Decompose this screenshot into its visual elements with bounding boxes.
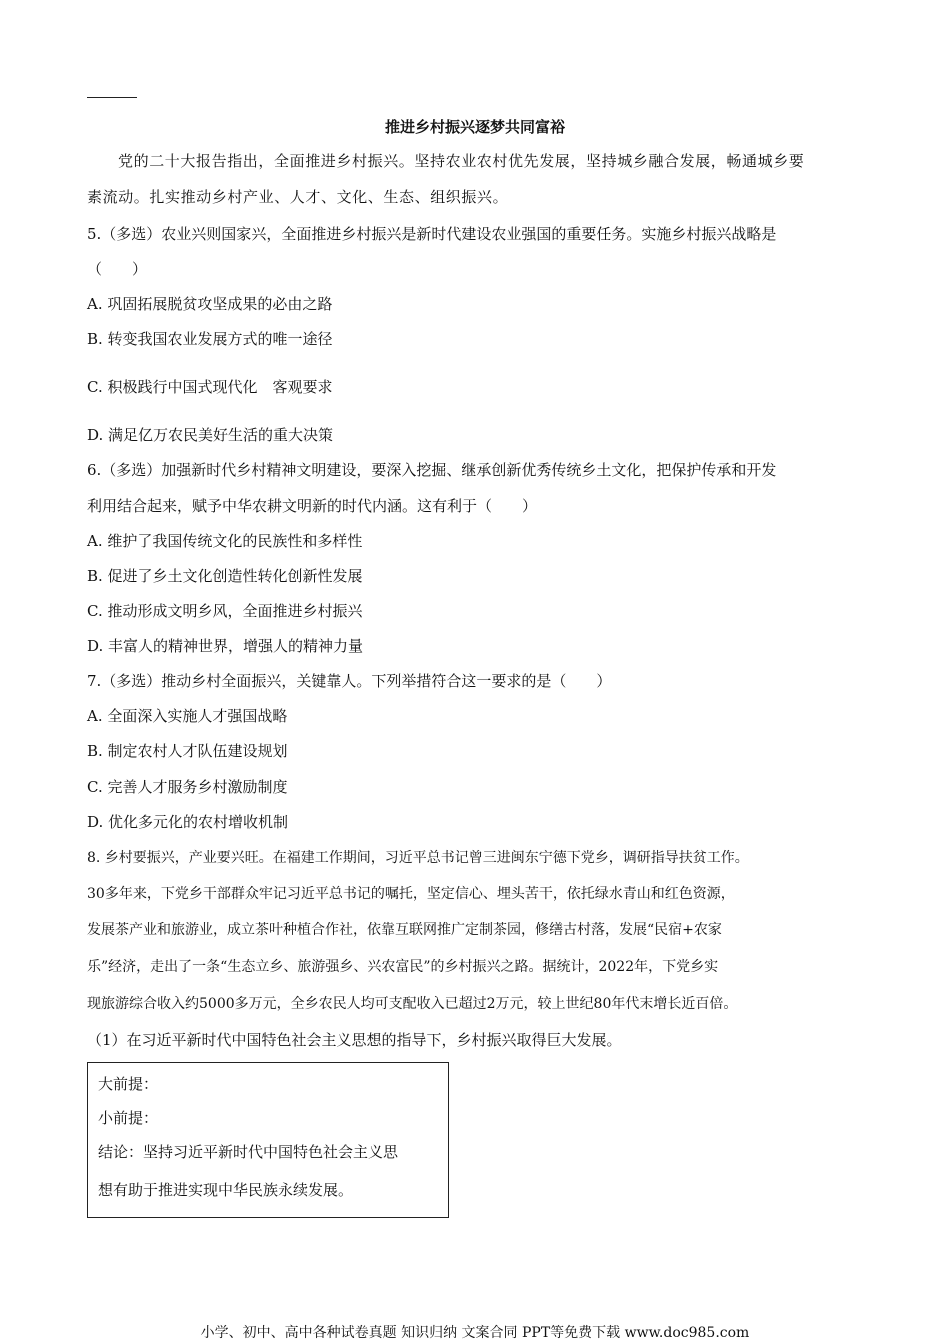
q6-option-c: C. 推动形成文明乡风，全面推进乡村振兴 xyxy=(87,602,363,620)
q6-option-a: A. 维护了我国传统文化的民族性和多样性 xyxy=(87,532,363,550)
header-rule xyxy=(87,97,137,98)
q8-stem-line-1: 8. 乡村要振兴，产业要兴旺。在福建工作期间，习近平总书记曾三进闽东宁德下党乡，调研指导扶贫工作。 xyxy=(87,850,749,866)
syllogism-answer-box xyxy=(87,1062,449,1218)
q6-option-b: B. 促进了乡土文化创造性转化创新性发展 xyxy=(87,567,363,585)
q7-option-d: D. 优化多元化的农村增收机制 xyxy=(87,813,289,831)
q8-stem-line-4: 乐”经济，走出了一条“生态立乡、旅游强乡、兴农富民”的乡村振兴之路。据统计，2022年，下党乡实 xyxy=(87,959,719,975)
q5-option-a: A. 巩固拓展脱贫攻坚成果的必由之路 xyxy=(87,295,333,313)
conclusion-line-2: 想有助于推进实现中华民族永续发展。 xyxy=(98,1181,354,1199)
q8-stem-line-2: 30多年来，下党乡干部群众牢记习近平总书记的嘱托，坚定信心、埋头苦干，依托绿水青山和红色资源， xyxy=(87,886,735,902)
q7-option-b: B. 制定农村人才队伍建设规划 xyxy=(87,742,288,760)
q5-option-b: B. 转变我国农业发展方式的唯一途径 xyxy=(87,330,333,348)
q5-stem-line-1: 5.（多选）农业兴则国家兴，全面推进乡村振兴是新时代建设农业强国的重要任务。实施乡村振兴战略是 xyxy=(87,225,777,243)
q6-option-d: D. 丰富人的精神世界，增强人的精神力量 xyxy=(87,637,364,655)
q7-option-c: C. 完善人才服务乡村激励制度 xyxy=(87,778,288,796)
q8-stem-line-5: 现旅游综合收入约5000多万元，全乡农民人均可支配收入已超过2万元，较上世纪80年代末增长近百倍。 xyxy=(87,996,738,1012)
q5-option-c: C. 积极践行中国式现代化 客观要求 xyxy=(87,378,333,396)
conclusion-line-1: 结论：坚持习近平新时代中国特色社会主义思 xyxy=(98,1143,399,1161)
q7-stem-line-1: 7.（多选）推动乡村全面振兴，关键靠人。下列举措符合这一要求的是（ ） xyxy=(87,672,612,690)
q8-sub-question-1: （1）在习近平新时代中国特色社会主义思想的指导下，乡村振兴取得巨大发展。 xyxy=(87,1031,622,1049)
q5-stem-line-2: （ ） xyxy=(87,260,148,278)
intro-line-1: 党的二十大报告指出，全面推进乡村振兴。坚持农业农村优先发展，坚持城乡融合发展，畅通城乡要 xyxy=(118,152,805,170)
section-title: 推进乡村振兴逐梦共同富裕 xyxy=(384,118,565,136)
minor-premise-label: 小前提： xyxy=(98,1109,159,1127)
footer-advert: 小学、初中、高中各种试卷真题 知识归纳 文案合同 PPT等免费下载 www.doc985.com xyxy=(200,1325,750,1341)
intro-line-2: 素流动。扎实推动乡村产业、人才、文化、生态、组织振兴。 xyxy=(87,188,509,206)
q7-option-a: A. 全面深入实施人才强国战略 xyxy=(87,707,288,725)
q5-option-d: D. 满足亿万农民美好生活的重大决策 xyxy=(87,426,334,444)
major-premise-label: 大前提： xyxy=(98,1075,159,1093)
q6-stem-line-2: 利用结合起来，赋予中华农耕文明新的时代内涵。这有利于（ ） xyxy=(87,497,538,515)
q6-stem-line-1: 6.（多选）加强新时代乡村精神文明建设，要深入挖掘、继承创新优秀传统乡土文化，把保护传承和开发 xyxy=(87,461,777,479)
q8-stem-line-3: 发展茶产业和旅游业，成立茶叶种植合作社，依靠互联网推广定制茶园，修缮古村落，发展“民宿+农家 xyxy=(87,922,722,938)
